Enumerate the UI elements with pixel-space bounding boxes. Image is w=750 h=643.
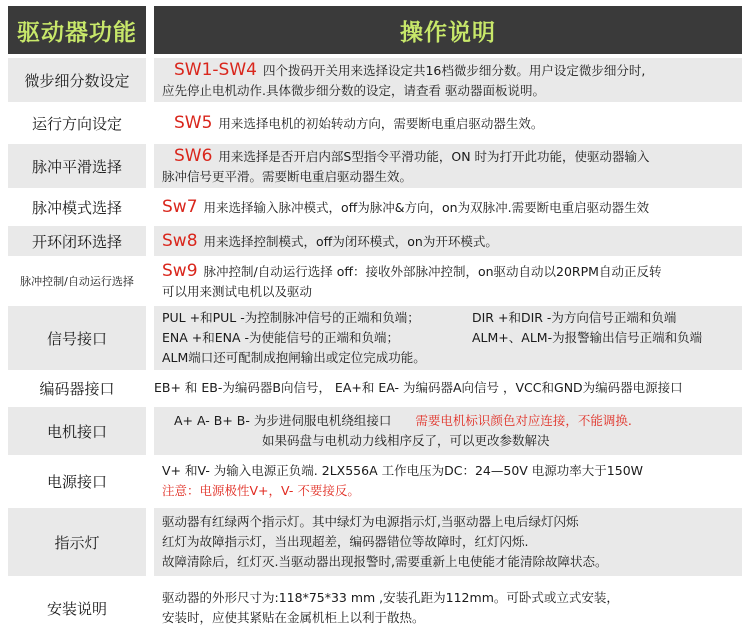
row-description (154, 106, 742, 140)
row-description (154, 508, 742, 576)
table-row (8, 306, 742, 370)
table-row (8, 226, 742, 256)
row-description (154, 581, 742, 635)
description-text: A+ A- B+ B- 为步进伺服电机绕组接口 (174, 413, 392, 428)
row-description (154, 259, 742, 303)
table-row (8, 458, 742, 504)
switch-label: Sw7 (162, 196, 198, 217)
row-description (154, 226, 742, 256)
row-label: 脉冲控制/自动运行选择 (20, 275, 134, 288)
description-text: 四个拨码开关用来选择设定共16档微步细分数。用户设定微步细分时, (262, 62, 646, 78)
table-row (8, 144, 742, 188)
table-row (8, 192, 742, 222)
table-row (8, 581, 742, 635)
switch-label: Sw8 (162, 230, 198, 251)
description-text: 安装时，应使其紧贴在金属机柜上以利于散热。 (162, 610, 425, 625)
description-text: 脉冲控制/自动运行选择 off：接收外部脉冲控制，on驱动自动以20RPM自动正反转 (203, 263, 662, 279)
row-description (154, 458, 742, 504)
table-row (8, 508, 742, 576)
row-label: 脉冲平滑选择 (8, 144, 146, 188)
row-label: 开环闭环选择 (8, 226, 146, 256)
description-text: 用来选择控制模式，off为闭环模式，on为开环模式。 (203, 233, 498, 249)
description-text: DIR +和DIR -为方向信号正端和负端 (472, 310, 677, 325)
row-label: 指示灯 (8, 508, 146, 576)
row-description (154, 192, 742, 222)
header-function: 驱动器功能 (8, 6, 146, 54)
description-text: 用来选择电机的初始转动方向，需要断电重启驱动器生效。 (218, 115, 544, 131)
description-text: ENA +和ENA -为使能信号的正端和负端； (162, 330, 400, 345)
description-text: PUL +和PUL -为控制脉冲信号的正端和负端； (162, 310, 420, 325)
row-description (154, 373, 742, 403)
table-row (8, 373, 742, 403)
row-description (154, 58, 742, 102)
row-label: 微步细分数设定 (8, 58, 146, 102)
row-label: 编码器接口 (39, 379, 115, 398)
row-label: 脉冲模式选择 (31, 198, 122, 217)
row-description (154, 407, 742, 455)
description-text: ALM端口还可配制成抱闸输出或定位完成功能。 (162, 350, 426, 365)
description-text: 故障清除后，红灯灭.当驱动器出现报警时,需要重新上电使能才能清除故障状态。 (162, 554, 608, 569)
row-label: 运行方向设定 (31, 114, 122, 133)
row-label: 信号接口 (8, 306, 146, 370)
row-label: 安装说明 (46, 599, 107, 618)
switch-label: SW5 (174, 112, 213, 133)
description-text: 用来选择是否开启内部S型指令平滑功能，ON 时为打开此功能，使驱动器输入 (218, 148, 650, 164)
row-label: 电机接口 (8, 407, 146, 455)
table-header (8, 6, 742, 54)
header-description: 操作说明 (154, 6, 742, 54)
table-row (8, 106, 742, 140)
row-label: 电源接口 (46, 472, 107, 491)
description-text: 脉冲信号更平滑。需要断电重启驱动器生效。 (162, 168, 413, 184)
description-text: V+ 和V- 为输入电源正负端. 2LX556A 工作电压为DC：24—50V 电源功率大于150W (162, 463, 644, 478)
description-text: 驱动器有红绿两个指示灯。其中绿灯为电源指示灯,当驱动器上电后绿灯闪烁 (162, 514, 579, 529)
warning-text: 需要电机标识颜色对应连接，不能调换. (415, 413, 632, 428)
description-text: ALM+、ALM-为报警输出信号正端和负端 (472, 330, 703, 345)
row-description (154, 306, 742, 370)
description-text: 用来选择输入脉冲模式，off为脉冲&方向，on为双脉冲.需要断电重启驱动器生效 (203, 199, 650, 215)
table-row (8, 58, 742, 102)
description-text: 如果码盘与电机动力线相序反了，可以更改参数解决 (262, 433, 550, 448)
table-row (8, 259, 742, 303)
description-text: EB+ 和 EB-为编码器B向信号， EA+和 EA- 为编码器A向信号 ，VCC和GND为编码器电源接口 (154, 380, 683, 395)
description-text: 可以用来测试电机以及驱动 (162, 283, 313, 299)
warning-text: 注意：电源极性V+，V- 不要接反。 (162, 483, 360, 498)
description-text: 红灯为故障指示灯，当出现超差，编码器错位等故障时，红灯闪烁. (162, 534, 529, 549)
description-text: 驱动器的外形尺寸为:118*75*33 mm ,安装孔距为112mm。可卧式或立式安装， (162, 590, 619, 605)
description-text: 应先停止电机动作.具体微步细分数的设定，请查看 驱动器面板说明。 (162, 82, 545, 98)
switch-label: SW1-SW4 (174, 59, 257, 80)
table-row (8, 407, 742, 455)
switch-label: SW6 (174, 145, 213, 166)
row-description (154, 144, 742, 188)
switch-label: Sw9 (162, 260, 198, 281)
